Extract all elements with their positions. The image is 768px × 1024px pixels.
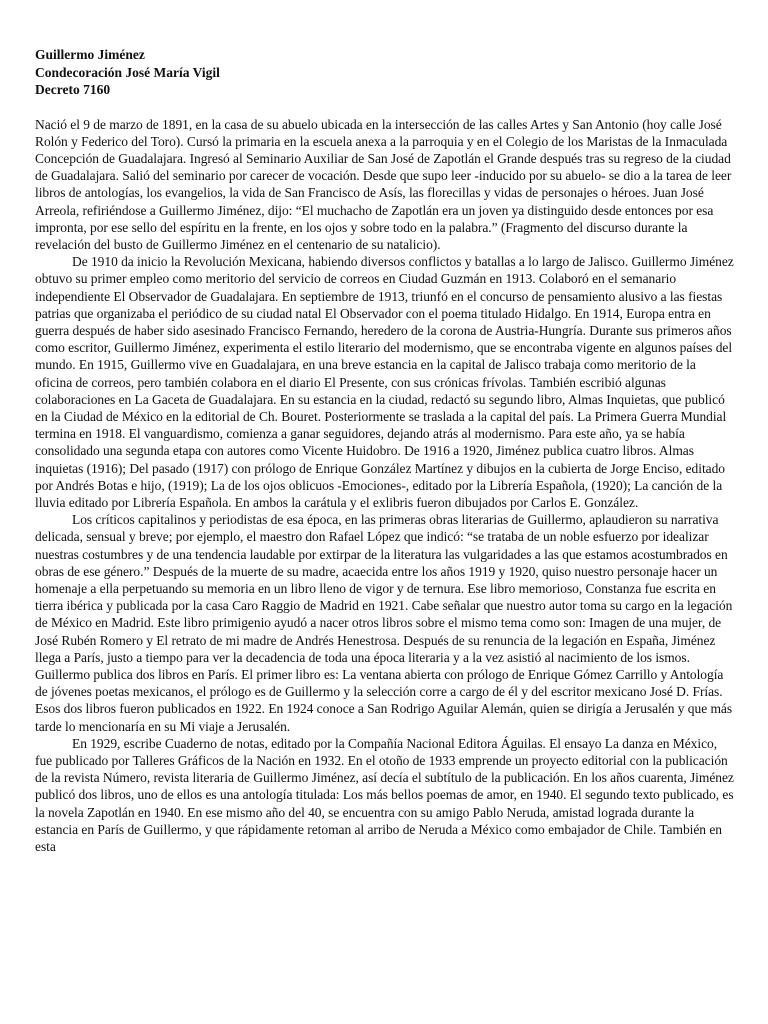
paragraph-2: De 1910 da inicio la Revolución Mexicana, habiendo diversos conflictos y batallas a lo largo de Jalisco. Guillermo Jiménez obtuvo su primer empleo como meritorio del servicio de correos en Ciudad Guzmán en 1913. Colaboró en el semanario independiente El Observador de Guadalajara. En septiembre de 1913, triunfó en el concurso de pensamiento alusivo a las fiestas patrias que organizaba el periódico de su ciudad natal El Observador con el poema titulado Hidalgo. En 1914, Europa entra en guerra después de haber sido asesinado Francisco Fernando, heredero de la corona de Austria-Hungría. Durante sus primeros años como escritor, Guillermo Jiménez, experimenta el estilo literario del modernismo, que se encontraba vigente en algunos países del mundo. En 1915, Guillermo vive en Guadalajara, en una breve estancia en la capital de Jalisco trabaja como meritorio de la oficina de correos, pero también colabora en el diario El Presente, con sus crónicas frívolas. También escribió algunas colaboraciones en La Gaceta de Guadalajara. En su estancia en la ciudad, redactó su segundo libro, Almas Inquietas, que publicó en la Ciudad de México en la editorial de Ch. Bouret. Posteriormente se traslada a la capital del país. La Primera Guerra Mundial termina en 1918. El vanguardismo, comienza a ganar seguidores, dejando atrás al modernismo. Para este año, ya se había consolidado una segunda etapa con autores como Vicente Huidobro. De 1916 a 1920, Jiménez publica cuatro libros. Almas inquietas (1916); Del pasado (1917) con prólogo de Enrique González Martínez y dibujos en la cubierta de Jorge Enciso, editado por Andrés Botas e hijo, (1919); La de los ojos oblicuos -Emociones-, editado por la Librería Española, (1920); La canción de la lluvia editado por Librería Española. En ambos la carátula y el exlibris fueron dibujados por Carlos E. González. (35, 254, 734, 510)
document-page (35, 46, 735, 855)
document-heading (35, 46, 735, 99)
heading-name: Guillermo Jiménez (35, 47, 145, 62)
paragraph-4: En 1929, escribe Cuaderno de notas, editado por la Compañía Nacional Editora Águilas. El ensayo La danza en México, fue publicado por Talleres Gráficos de la Nación en 1932. En el otoño de 1933 emprende un proyecto editorial con la publicación de la revista Número, revista literaria de Guillermo Jiménez, así decía el subtítulo de la publicación. En los años cuarenta, Jiménez publicó dos libros, uno de ellos es una antología titulada: Los más bellos poemas de amor, en 1940. El segundo texto publicado, es la novela Zapotlán en 1940. En ese mismo año del 40, se encuentra con su amigo Pablo Neruda, amistad lograda durante la estancia en París de Guillermo, y que rápidamente retoman al arribo de Neruda a México como embajador de Chile. También en esta (35, 735, 734, 855)
paragraph-1: Nació el 9 de marzo de 1891, en la casa de su abuelo ubicada en la intersección de las calles Artes y San Antonio (hoy calle José Rolón y Federico del Toro). Cursó la primaria en la escuela anexa a la parroquia y en el Colegio de los Maristas de la Inmaculada Concepción de Guadalajara. Ingresó al Seminario Auxiliar de San José de Zapotlán el Grande después tras su regreso de la ciudad de Guadalajara. Salió del seminario por carecer de vocación. Desde que supo leer -inducido por su abuelo- se dio a la tarea de leer libros de antologías, los evangelios, la vida de San Francisco de Asís, las florecillas y vidas de personajes o héroes. Juan José Arreola, refiriéndose a Guillermo Jiménez, dijo: “El muchacho de Zapotlán era un joven ya distinguido desde entonces por esa impronta, por ese sello del espíritu en la frente, en los ojos y sobre todo en la palabra.” (Fragmento del discurso durante la revelación del busto de Guillermo Jiménez en el centenario de su natalicio). (35, 116, 732, 252)
paragraph-3: Los críticos capitalinos y periodistas de esa época, en las primeras obras literarias de Guillermo, aplaudieron su narrativa delicada, sensual y breve; por ejemplo, el maestro don Rafael López que indicó: “se trataba de un noble esfuerzo por idealizar nuestras costumbres y de una tendencia laudable por extirpar de la literatura las vulgaridades a las que estamos acostumbrados en obras de ese género.” Después de la muerte de su madre, acaecida entre los años 1919 y 1920, quiso nuestro personaje hacer un homenaje a ella perpetuando su memoria en un libro lleno de vigor y de ternura. Ese libro memorioso, Constanza fue escrita en tierra ibérica y publicada por la casa Caro Raggio de Madrid en 1921. Cabe señalar que nuestro autor toma su cargo en la legación de México en Madrid. Este libro primigenio ayudó a nacer otros libros sobre el mismo tema como son: Imagen de una mujer, de José Rubén Romero y El retrato de mi madre de Andrés Henestrosa. Después de su renuncia de la legación en España, Jiménez llega a París, justo a tiempo para ver la decadencia de toda una época literaria y a la vez asistió al nacimiento de los ismos. Guillermo publica dos libros en París. El primer libro es: La ventana abierta con prólogo de Enrique Gómez Carrillo y Antología de jóvenes poetas mexicanos, el prólogo es de Guillermo y la selección corre a cargo de él y del escritor mexicano José D. Frías. Esos dos libros fueron publicados en 1922. En 1924 conoce a San Rodrigo Aguilar Alemán, quien se dirigía a Jerusalén y que más tarde lo mencionaría en su Mi viaje a Jerusalén. (35, 512, 733, 734)
heading-award: Condecoración José María Vigil (35, 64, 220, 80)
heading-decree: Decreto 7160 (35, 82, 111, 97)
